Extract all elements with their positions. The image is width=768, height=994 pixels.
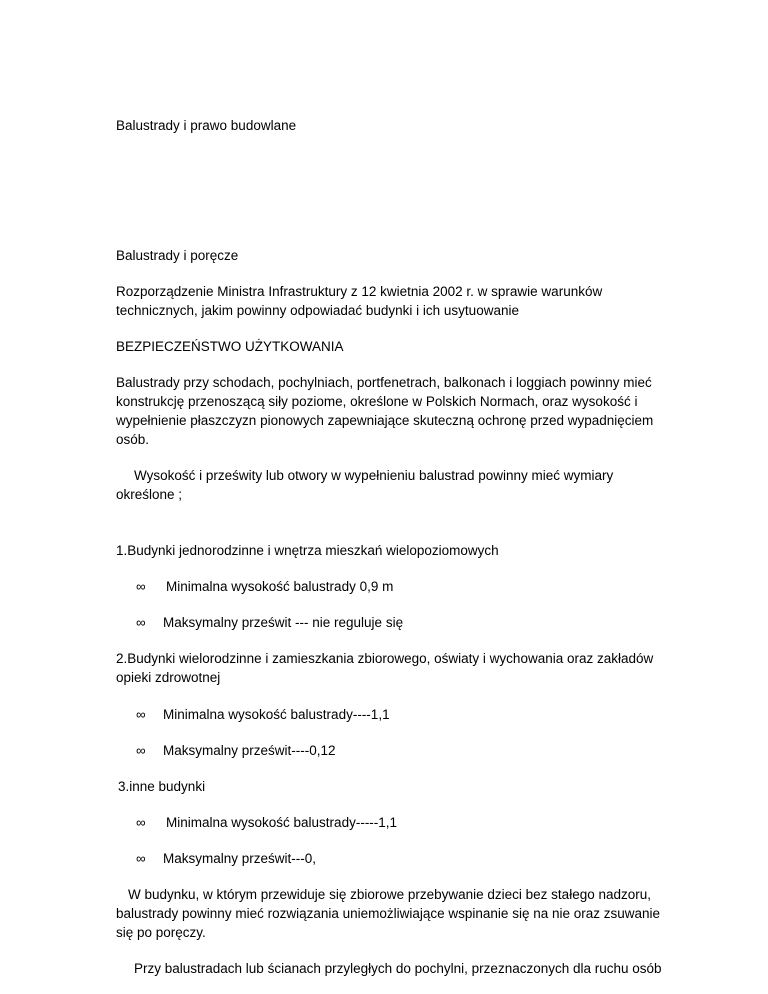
dimensions-intro-line: Wysokość i prześwity lub otwory w wypełnieniu balustrad powinny mieć wymiary xyxy=(134,468,614,483)
dimensions-intro-line: określone ; xyxy=(116,487,183,502)
children-paragraph-line: się po poręczy. xyxy=(116,925,206,940)
safety-paragraph-line: konstrukcję przenoszącą siły poziome, określone w Polskich Normach, oraz wysokość i xyxy=(116,394,638,409)
safety-paragraph-line: wypełnienie płaszczyzn pionowych zapewniające skuteczną ochronę przed wypadnięciem xyxy=(116,413,654,428)
children-paragraph-line: balustrady powinny mieć rozwiązania uniemożliwiające wspinanie się na nie oraz zsuwanie xyxy=(116,906,661,921)
group-heading: opieki zdrowotnej xyxy=(116,670,221,685)
safety-heading: BEZPIECZEŃSTWO UŻYTKOWANIA xyxy=(116,339,344,354)
list-item: Minimalna wysokość balustrady----1,1 xyxy=(163,707,390,722)
infinity-bullet-icon: ∞ xyxy=(136,815,146,830)
list-item: Maksymalny prześwit --- nie reguluje się xyxy=(163,615,404,630)
list-item: Minimalna wysokość balustrady 0,9 m xyxy=(166,579,394,594)
list-item: Minimalna wysokość balustrady-----1,1 xyxy=(166,815,398,830)
infinity-bullet-icon: ∞ xyxy=(136,615,146,630)
children-paragraph-line: W budynku, w którym przewiduje się zbiorowe przebywanie dzieci bez stałego nadzoru, xyxy=(128,887,651,902)
section-heading: Balustrady i poręcze xyxy=(116,248,239,263)
group-heading: 2.Budynki wielorodzinne i zamieszkania zbiorowego, oświaty i wychowania oraz zakładów xyxy=(116,651,654,666)
document-title: Balustrady i prawo budowlane xyxy=(116,118,297,133)
safety-paragraph-line: Balustrady przy schodach, pochylniach, portfenetrach, balkonach i loggiach powinny mieć xyxy=(116,375,652,390)
infinity-bullet-icon: ∞ xyxy=(136,851,146,866)
infinity-bullet-icon: ∞ xyxy=(136,707,146,722)
regulation-line: technicznych, jakim powinny odpowiadać budynki i ich usytuowanie xyxy=(116,303,519,318)
list-item: Maksymalny prześwit---0, xyxy=(163,851,317,866)
list-item: Maksymalny prześwit----0,12 xyxy=(163,743,336,758)
group-heading: 1.Budynki jednorodzinne i wnętrza mieszkań wielopoziomowych xyxy=(116,543,499,558)
infinity-bullet-icon: ∞ xyxy=(136,579,146,594)
ramp-paragraph-line: Przy balustradach lub ścianach przyległych do pochylni, przeznaczonych dla ruchu osób xyxy=(134,961,662,976)
infinity-bullet-icon: ∞ xyxy=(136,743,146,758)
safety-paragraph-line: osób. xyxy=(116,432,150,447)
group-heading: 3.inne budynki xyxy=(118,779,206,794)
regulation-line: Rozporządzenie Ministra Infrastruktury z 12 kwietnia 2002 r. w sprawie warunków xyxy=(116,284,603,299)
